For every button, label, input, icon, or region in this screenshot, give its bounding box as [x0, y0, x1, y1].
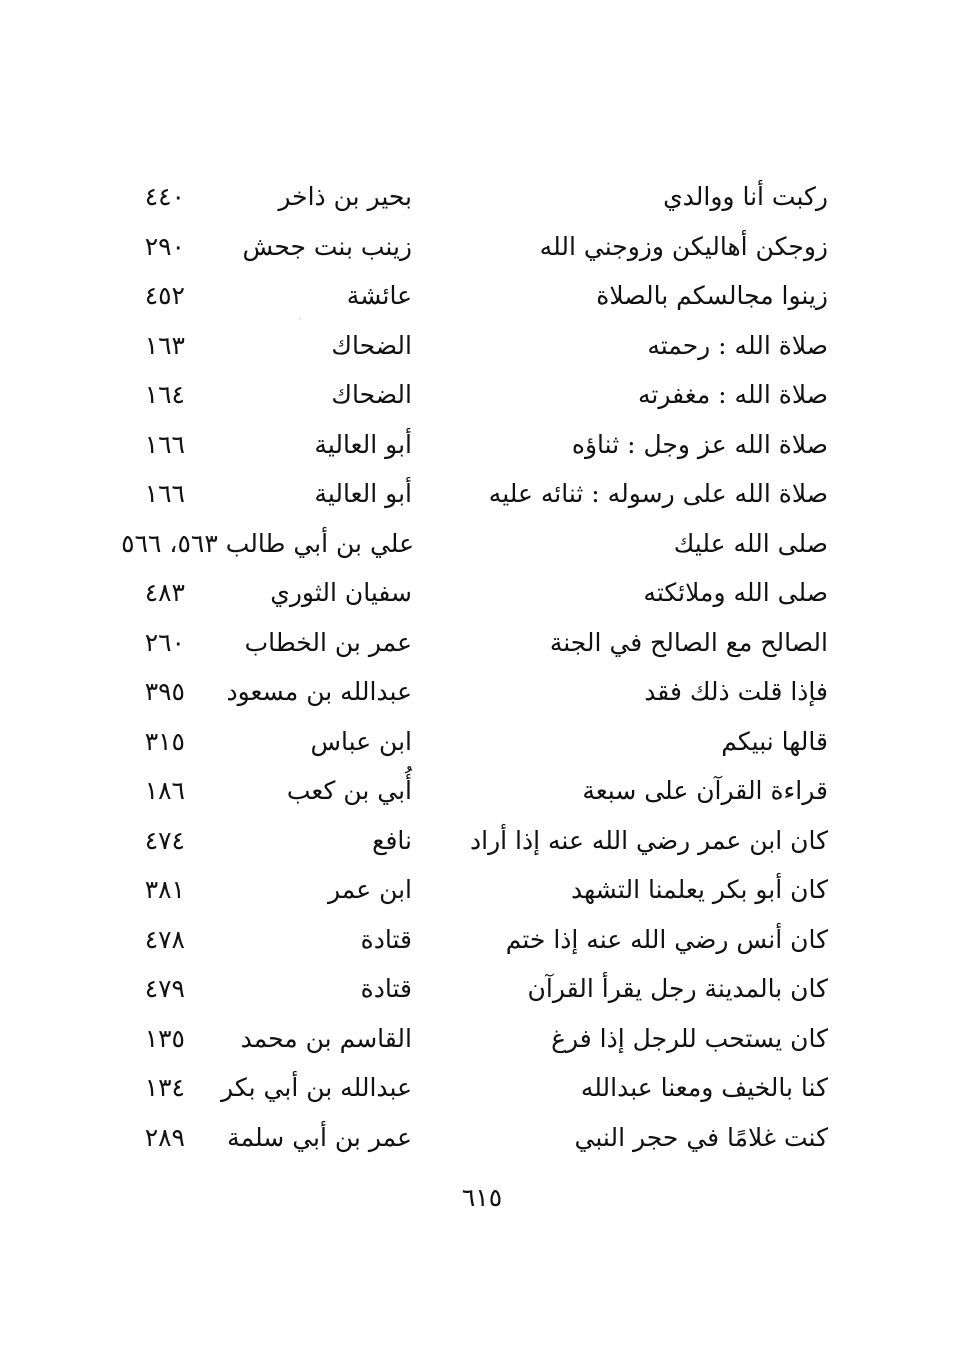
index-row: [120, 717, 840, 767]
narrator-name: عمر بن أبي سلمة: [227, 1122, 412, 1152]
narrator-name: عبدالله بن مسعود: [226, 677, 412, 706]
phrase-text: كان أبو بكر يعلمنا التشهد: [570, 875, 828, 904]
narrator-name: بحير بن ذاخر: [278, 182, 412, 211]
page-reference: ٢٩٠: [144, 231, 185, 261]
phrase-text: صلاة الله : رحمته: [647, 330, 828, 360]
index-row: [120, 519, 840, 569]
index-list: [120, 172, 840, 1162]
index-row: [120, 1014, 840, 1064]
page-reference: ١٦٤: [144, 380, 185, 409]
narrator-name: قتادة: [360, 974, 412, 1003]
narrator-name: عبدالله بن أبي بكر: [221, 1073, 412, 1102]
page-reference: ٤٤٠: [144, 182, 185, 211]
index-row: [120, 865, 840, 915]
narrator-name: أبو العالية: [314, 429, 412, 459]
page-reference: ٤٧٤: [144, 825, 185, 855]
index-row: [120, 618, 840, 668]
narrator-name: عائشة: [346, 281, 412, 310]
narrator-name: قتادة: [360, 924, 412, 954]
phrase-text: زوجكن أهاليكن وزوجني الله: [539, 231, 828, 261]
phrase-text: كان يستحب للرجل إذا فرغ: [551, 1023, 828, 1053]
page-reference: ١٦٦: [144, 429, 185, 459]
narrator-name: علي بن أبي طالب ٥٦٣، ٥٦٦: [121, 528, 414, 558]
narrator-name: نافع: [372, 825, 412, 855]
page-reference: ٤٧٨: [144, 924, 185, 954]
index-row: [120, 321, 840, 371]
page-reference: ٣٨١: [144, 875, 185, 904]
page-reference: ٤٨٣: [144, 578, 185, 607]
narrator-name: سفيان الثوري: [270, 578, 412, 607]
page-reference: ٢٦٠: [144, 627, 185, 657]
phrase-text: كان بالمدينة رجل يقرأ القرآن: [527, 974, 828, 1003]
phrase-text: صلاة الله عز وجل : ثناؤه: [571, 429, 828, 459]
page-reference: ١٦٦: [144, 479, 185, 508]
narrator-name: الضحاك: [331, 380, 412, 409]
index-row: [120, 370, 840, 420]
index-row: [120, 766, 840, 816]
scan-speck: [299, 318, 300, 319]
index-row: [120, 420, 840, 470]
narrator-name: ابن عمر: [327, 875, 412, 904]
page-reference: ٤٥٢: [144, 281, 185, 310]
page-reference: ١٦٣: [144, 330, 185, 360]
index-row: [120, 271, 840, 321]
page-reference: ٣١٥: [144, 726, 185, 756]
phrase-text: كان ابن عمر رضي الله عنه إذا أراد: [470, 825, 828, 855]
narrator-name: أبو العالية: [314, 479, 412, 508]
phrase-text: صلاة الله : مغفرته: [637, 380, 828, 409]
narrator-name: عمر بن الخطاب: [244, 627, 412, 657]
index-row: [120, 964, 840, 1014]
index-row: [120, 172, 840, 222]
index-row: [120, 915, 840, 965]
narrator-name: الضحاك: [331, 330, 412, 360]
page-reference: ٣٩٥: [144, 677, 185, 706]
index-row: [120, 1063, 840, 1113]
index-row: [120, 1113, 840, 1163]
phrase-text: كنت غلامًا في حجر النبي: [574, 1122, 828, 1152]
phrase-text: ركبت أنا ووالدي: [663, 182, 828, 211]
page-reference: ١٣٤: [144, 1073, 185, 1102]
phrase-text: كان أنس رضي الله عنه إذا ختم: [505, 924, 828, 954]
index-row: [120, 222, 840, 272]
phrase-text: قراءة القرآن على سبعة: [582, 776, 828, 805]
phrase-text: كنا بالخيف ومعنا عبدالله: [580, 1073, 828, 1102]
index-row: [120, 667, 840, 717]
page-reference: ١٣٥: [144, 1023, 185, 1053]
narrator-name: أُبي بن كعب: [286, 776, 412, 805]
page-reference: ٤٧٩: [144, 974, 185, 1003]
index-row: [120, 568, 840, 618]
phrase-text: فإذا قلت ذلك فقد: [644, 677, 828, 706]
phrase-text: زينوا مجالسكم بالصلاة: [596, 281, 828, 310]
index-row: [120, 469, 840, 519]
page-reference: ٢٨٩: [144, 1122, 185, 1152]
phrase-text: الصالح مع الصالح في الجنة: [549, 627, 828, 657]
phrase-text: صلى الله وملائكته: [643, 578, 828, 607]
page-number: ٦١٥: [461, 1183, 503, 1212]
narrator-name: زينب بنت جحش: [242, 231, 412, 261]
narrator-name: ابن عباس: [310, 726, 412, 756]
phrase-text: صلى الله عليك: [673, 528, 828, 558]
phrase-text: صلاة الله على رسوله : ثنائه عليه: [488, 479, 828, 508]
index-row: [120, 816, 840, 866]
page-reference: ١٨٦: [144, 776, 185, 805]
phrase-text: قالها نبيكم: [721, 726, 828, 756]
narrator-name: القاسم بن محمد: [240, 1023, 412, 1053]
